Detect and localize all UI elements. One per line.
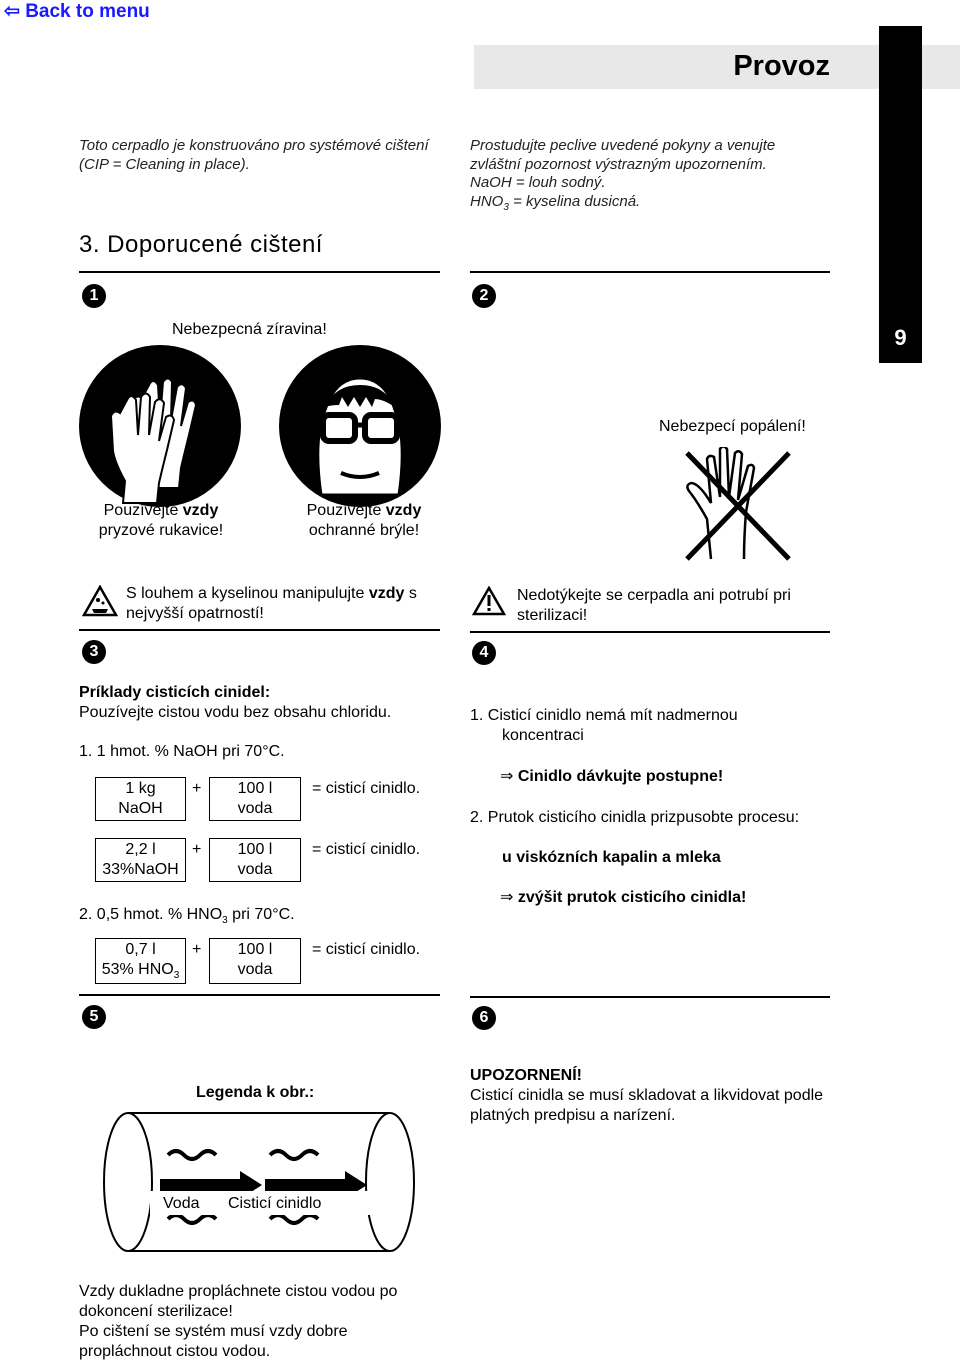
step4-item2: 2. Prutok cisticího cinidla prizpusobte procesu: [470, 809, 800, 826]
corrosive-warning-icon [82, 585, 118, 617]
corrosive-danger-text: Nebezpecná zíravina! [172, 321, 327, 338]
plus-sign: + [192, 780, 202, 797]
mix1-result: = cisticí cinidlo. [312, 780, 421, 797]
step3-text: Príklady cisticích cinidel: Pouzívejte cistou vodu bez obsahu chloridu. [79, 684, 392, 721]
step4-flow-note: ⇒ zvýšit prutok cisticího cinidla! [500, 889, 747, 906]
goggles-sign-icon [279, 345, 441, 507]
burn-danger-text: Nebezpecí popálení! [659, 418, 806, 435]
storage-warning: UPOZORNENÍ! Cisticí cinidla se musí skladovat a likvidovat podle platných predpisu a narízení. [470, 1067, 824, 1124]
gloves-sign-icon [79, 345, 241, 507]
step4-viscous: u viskózních kapalin a mleka [502, 849, 721, 866]
step-number-1: 1 [82, 284, 106, 308]
mix2-agent-box: 2,2 l 33%NaOH [95, 838, 186, 882]
intro-right-line: NaOH = louh sodný. [470, 174, 606, 191]
step1-warning: S louhem a kyselinou manipulujte vzdy s nejvyšší opatrností! [126, 585, 417, 622]
recipe-2-title: 2. 0,5 hmot. % $HNO_3$ pri 70°C. [79, 906, 295, 927]
step-number-6: 6 [472, 1006, 496, 1030]
divider [470, 271, 830, 273]
step4-item1: 1. Cisticí cinidlo nemá mít nadmernou koncentraci [470, 707, 738, 744]
divider [79, 271, 440, 273]
legend-cleaning-agent: Cisticí cinidlo [228, 1195, 322, 1212]
mix3-water-box: 100 l voda [209, 938, 301, 984]
section-heading: 3. Doporucené cištení [79, 231, 323, 258]
implies-arrow-icon: ⇒ [500, 889, 514, 906]
step-number-4: 4 [472, 641, 496, 665]
back-to-menu-link[interactable] [4, 0, 150, 23]
gloves-caption: Pouzívejte vzdy pryzové rukavice! [98, 502, 224, 539]
intro-right [470, 137, 775, 217]
step4-dose-note: ⇒ Cinidlo dávkujte postupne! [500, 768, 724, 785]
rinse-instructions: Vzdy dukladne propláchnete cistou vodou po dokoncení sterilizace! Po cištení se systém musí vzdy dobre propláchnout cistou vodou. [79, 1283, 398, 1360]
step-number-5: 5 [82, 1005, 106, 1029]
intro-left-line: (CIP = Cleaning in place). [79, 155, 250, 173]
divider [79, 629, 440, 631]
mix2-result: = cisticí cinidlo. [312, 841, 421, 858]
mix3-agent-box: 0,7 l 53% $HNO_3$ [95, 938, 186, 984]
intro-left-line: Toto cerpadlo je konstruováno pro systémové cištení [79, 137, 429, 154]
recipe-1-title: 1. 1 hmot. % NaOH pri 70°C. [79, 743, 285, 760]
mix1-water-box: 100 l voda [209, 777, 301, 821]
step-number-3: 3 [82, 640, 106, 664]
step-number-2: 2 [472, 284, 496, 308]
intro-left [79, 137, 429, 174]
mix2-water-box: 100 l voda [209, 838, 301, 882]
pipe-diagram [100, 1107, 418, 1257]
legend-water: Voda [163, 1195, 200, 1212]
mix1-agent-box: 1 kg NaOH [95, 777, 186, 821]
back-arrow-icon: ⇦ [4, 1, 20, 22]
plus-sign: + [192, 941, 202, 958]
mix3-result: = cisticí cinidlo. [312, 941, 421, 958]
do-not-touch-icon [681, 447, 795, 565]
implies-arrow-icon: ⇒ [500, 768, 514, 785]
page-title: Provoz [733, 50, 830, 82]
intro-right-line: zvláštní pozornost výstrazným upozornením. [470, 155, 767, 173]
warning-exclamation-icon [472, 586, 506, 616]
divider [470, 631, 830, 633]
back-to-menu-label: Back to menu [25, 1, 150, 22]
goggles-caption: Pouzívejte vzdy ochranné brýle! [306, 502, 422, 539]
intro-right-line: $HNO_3$ = kyselina dusicná. [470, 192, 641, 213]
divider [470, 996, 830, 998]
intro-right-line: Prostudujte peclive uvedené pokyny a venujte [470, 137, 776, 154]
plus-sign: + [192, 841, 202, 858]
step2-warning: Nedotýkejte se cerpadla ani potrubí pri sterilizaci! [517, 587, 791, 624]
legend-title: Legenda k obr.: [196, 1084, 315, 1101]
chapter-tab [879, 26, 922, 363]
chapter-number: 9 [894, 325, 907, 350]
divider [79, 994, 440, 996]
